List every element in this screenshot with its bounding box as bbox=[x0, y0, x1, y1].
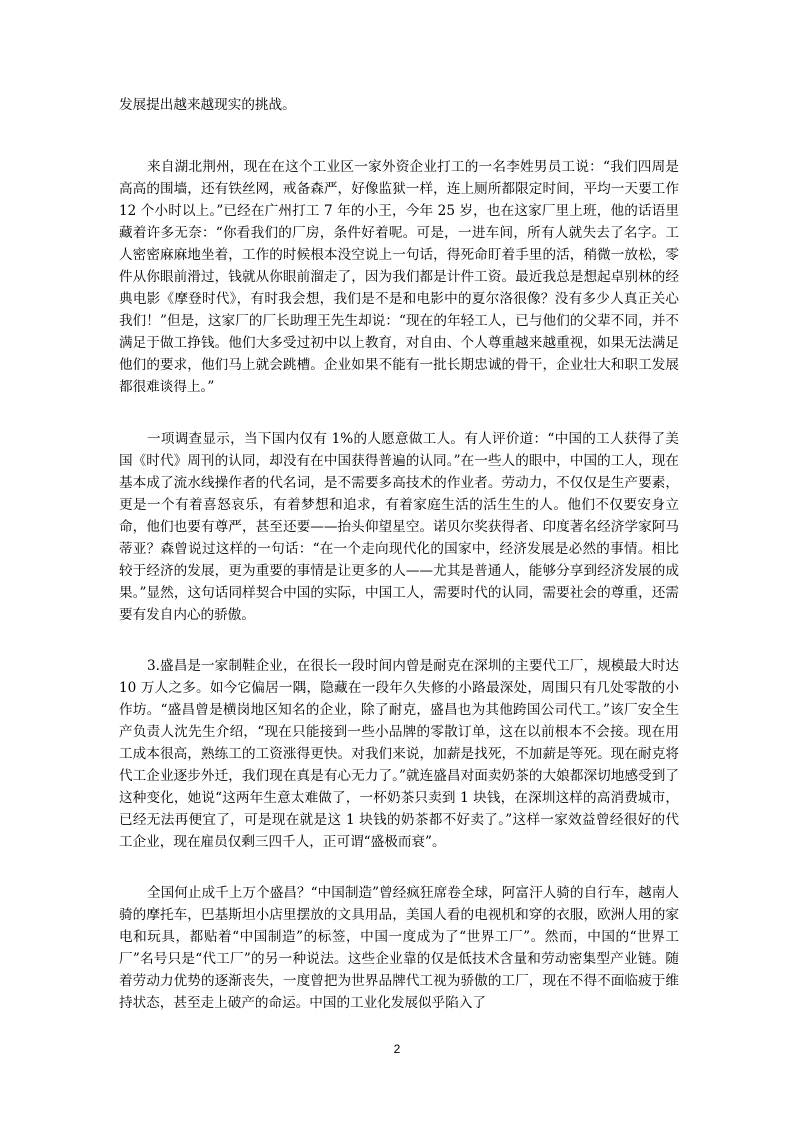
page-number: 2 bbox=[393, 1042, 401, 1056]
paragraph-continuation: 发展提出越来越现实的挑战。 bbox=[119, 97, 296, 113]
paragraph-shengchang: 3.盛昌是一家制鞋企业，在很长一段时间内曾是耐克在深圳的主要代工厂，规模最大时达 10 万人之多。如今它偏居一隅，隐藏在一段年久失修的小路最深处，周围只有几处零散的小作坊。“盛昌曾是横岗地区知名的企业，除了耐克，盛昌也为其他跨国公司代工。”该厂安全生产负责人沈先生介绍，“现在只能接到一些小品牌的零散订单，这在以前根本不会接。现在用工成本很高，熟练工的工资涨得更快。对我们来说，加薪是找死，不加薪是等死。现在耐克将代工企业逐步外迁，我们现在真是有心无力了。”就连盛昌对面卖奶茶的大娘都深切地感受到了这种变化，她说“这两年生意太难做了，一杯奶茶只卖到 1 块钱，在深圳这样的高消费城市，已经无法再便宜了，可是现在就是这 1 块钱的奶茶都不好卖了。”这样一家效益曾经很好的代工企业，现在雇员仅剩三四千人，正可谓“盛极而衰”。 bbox=[119, 658, 679, 850]
paragraph-survey: 一项调查显示，当下国内仅有 1%的人愿意做工人。有人评价道：“中国的工人获得了美国《时代》周刊的认同，却没有在中国获得普遍的认同。”在一些人的眼中，中国的工人，现在基本成了流水线操作者的代名词，是不需要多高技术的作业者。劳动力，不仅仅是生产要素，更是一个有着喜怒哀乐，有着梦想和追求，有着家庭生活的活生生的人。他们不仅要安身立命，他们也要有尊严，甚至还要——抬头仰望星空。诺贝尔奖获得者、印度著名经济学家阿马蒂亚？森曾说过这样的一句话：“在一个走向现代化的国家中，经济发展是必然的事情。相比较于经济的发展，更为重要的事情是让更多的人——尤其是普通人，能够分享到经济发展的成果。”显然，这句话同样契合中国的实际，中国工人，需要时代的认同，需要社会的尊重，还需要有发自内心的骄傲。 bbox=[119, 431, 679, 623]
paragraph-made-in-china: 全国何止成千上万个盛昌？“中国制造”曾经疯狂席卷全球，阿富汗人骑的自行车，越南人骑的摩托车，巴基斯坦小店里摆放的文具用品，美国人看的电视机和穿的衣服，欧洲人用的家电和玩具，都贴着“中国制造”的标签，中国一度成为了“世界工厂”。然而，中国的“世界工厂”名号只是“代工厂”的另一种说法。这些企业靠的仅是低技术含量和劳动密集型产业链。随着劳动力优势的逐渐丧失，一度曾把为世界品牌代工视为骄傲的工厂，现在不得不面临疲于维持状态，甚至走上破产的命运。中国的工业化发展似乎陷入了 bbox=[119, 885, 679, 1011]
paragraph-worker-interview: 来自湖北荆州，现在在这个工业区一家外资企业打工的一名李姓男员工说：“我们四周是高高的围墙，还有铁丝网，戒备森严，好像监狱一样，连上厕所都限定时间，平均一天要工作 12 个小时以上。”已经在广州打工 7 年的小王，今年 25 岁，也在这家厂里上班，他的话语里藏着许多无奈：“你看我们的厂房，条件好着呢。可是，一进车间，所有人就失去了名字。工人密密麻麻地坐着，工作的时候根本没空说上一句话，得死命盯着手里的活，稍微一放松，零件从你眼前滑过，钱就从你眼前溜走了，因为我们都是计件工资。最近我总是想起卓别林的经典电影《摩登时代》，有时我会想，我们是不是和电影中的夏尔洛很像？没有多少人真正关心我们！”但是，这家厂的厂长助理王先生却说：“现在的年轻工人，已与他们的父辈不同，并不满足于做工挣钱。他们大多受过初中以上教育，对自由、个人尊重越来越重视，如果无法满足他们的要求，他们马上就会跳槽。企业如果不能有一批长期忠诚的骨干，企业壮大和职工发展都很难谈得上。” bbox=[119, 159, 679, 395]
